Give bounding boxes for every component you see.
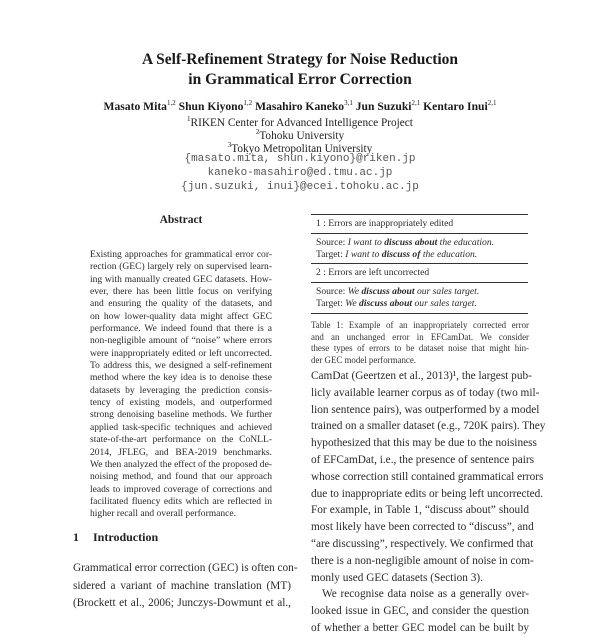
text-line: hypothesized that this may be due to the noisiness [311, 437, 537, 450]
text-line: whose correction still contained grammatical errors [311, 470, 544, 483]
email: {jun.suzuki, inui}@ecei.tohoku.ac.jp [181, 181, 419, 193]
text-line: “are discussing”, respectively. We confirmed that [311, 537, 534, 550]
text-line: 2014, JFLEG, and BEA-2019 benchmarks. [90, 446, 272, 458]
author: Shun Kiyono$^{1,2}$ [178, 99, 253, 113]
paper-title [0, 50, 600, 90]
affiliation: $^1$RIKEN Center for Advanced Intelligence Project [187, 115, 413, 129]
text-line: ing with manually created GEC datasets. How- [90, 273, 272, 285]
text-line: higher recall and overall performance. [90, 508, 237, 520]
section-heading-introduction [73, 530, 158, 545]
text-line: noising method, and found that our approach [90, 471, 272, 483]
author: Kentaro Inui$^{2,1}$ [423, 99, 497, 113]
affiliation: $^2$Tohoku University [255, 128, 345, 142]
author: Jun Suzuki$^{2,1}$ [355, 99, 421, 113]
text-line: lion sentence pairs), was outperformed by a model [311, 403, 540, 416]
text-line: Existing approaches for grammatical error cor- [90, 249, 272, 260]
text-line: rection (GEC) largely rely on supervised learn- [90, 261, 272, 273]
text-line: Grammatical error correction (GEC) is often con- [73, 562, 298, 574]
table-1-caption [311, 320, 529, 366]
text-line: Table 1: Example of an inappropriately corrected error [311, 320, 529, 330]
email: kaneko-masahiro@ed.tmu.ac.jp [207, 167, 393, 179]
text-line: of EFCamDat, i.e., the presence of sentence pairs [311, 453, 535, 466]
text-line: were inappropriately edited or left uncorrected. [90, 347, 272, 359]
text-line: applied task-specific techniques and achieved [90, 421, 272, 433]
text-line: trained on a smaller dataset (e.g., 720K pairs). They [311, 420, 546, 433]
table-rule [311, 214, 528, 215]
table-rule [311, 282, 528, 283]
table-row-source: Source: I want to discuss about the education. [316, 237, 495, 248]
text-line: state-of-the-art performance on the CoNLL- [90, 434, 272, 446]
text-line: leads to improved coverage of corrections and [90, 483, 272, 495]
text-line: sidered a variant of machine translation (MT) [73, 579, 291, 592]
table-rule [311, 313, 528, 314]
text-line: of whether a better GEC model can be built by [311, 621, 529, 634]
text-line: and ensuring the quality of the datasets, and [90, 298, 272, 310]
text-line: For example, in Table 1, “discuss about” should [311, 504, 529, 517]
section-title: Introduction [93, 530, 159, 544]
text-line: on how lower-quality data might affect GEC [90, 310, 272, 322]
text-line: CamDat (Geertzen et al., 2013)¹, the largest pub- [311, 370, 532, 382]
text-line: performance. We indeed found that there is a [90, 323, 272, 335]
table-row-target: Target: We discuss about our sales target. [316, 298, 477, 309]
table-rule [311, 263, 528, 264]
table-rule [311, 233, 528, 234]
abstract-body [90, 249, 272, 521]
text-line: der GEC model performance. [311, 354, 416, 365]
email: {masato.mita, shun.kiyono}@riken.jp [184, 153, 416, 165]
text-line: most likely have been corrected to “discuss”, and [311, 521, 534, 534]
table-row-source: Source: We discuss about our sales target. [316, 286, 480, 297]
text-line: non-negligible amount of “noise” where errors [90, 335, 272, 347]
text-line: To address this, we designed a self-refinement [90, 360, 272, 372]
text-line: ever, there has been little focus on verifying [90, 286, 272, 298]
introduction-body [73, 560, 298, 613]
table-row-header: 2 : Errors are left uncorrected [316, 267, 430, 278]
text-line: datasets by leveraging the prediction consis- [90, 384, 272, 396]
text-line: We then analyzed the effect of the proposed de- [90, 458, 272, 470]
text-line: these types of errors to be dataset noise that might hin- [311, 343, 529, 353]
abstract-heading: Abstract [159, 214, 203, 226]
text-line: due to inappropriate edits or being left uncorrected. [311, 487, 544, 500]
section-number: 1 [73, 530, 79, 544]
text-line: (Brockett et al., 2006; Junczys-Dowmunt et al., [73, 597, 291, 609]
text-line: licly available learner corpus as of today (two mil- [311, 386, 540, 399]
text-line: there is a non-negligible amount of noise in com- [311, 554, 534, 567]
text-line: looked issue in GEC, and consider the question [311, 605, 529, 618]
text-line: and an unchanged error in EFCamDat. We consider [311, 331, 529, 342]
text-line: We recognise data noise as a generally over- [322, 588, 529, 601]
text-line: tency of existing models, and outperformed [90, 397, 272, 409]
table-row-target: Target: I want to discuss of the education. [316, 249, 478, 260]
right-column-body [311, 368, 546, 637]
text-line: method where the key idea is to denoise these [90, 372, 272, 384]
table-row-header: 1 : Errors are inappropriately edited [316, 218, 454, 229]
author: Masahiro Kaneko$^{3,1}$ [255, 99, 353, 113]
text-line: strong denoising baseline methods. We further [90, 409, 272, 421]
affiliation: $^3$Tokyo Metropolitan University [227, 141, 373, 155]
text-line: monly used GEC datasets (Section 3). [311, 571, 483, 584]
title-line-2: in Grammatical Error Correction [188, 71, 412, 88]
text-line: facilitated fluency edits which are reflected in [90, 495, 272, 507]
author: Masato Mita$^{1,2}$ [103, 99, 176, 113]
title-line-1: A Self-Refinement Strategy for Noise Reduction [141, 51, 459, 68]
